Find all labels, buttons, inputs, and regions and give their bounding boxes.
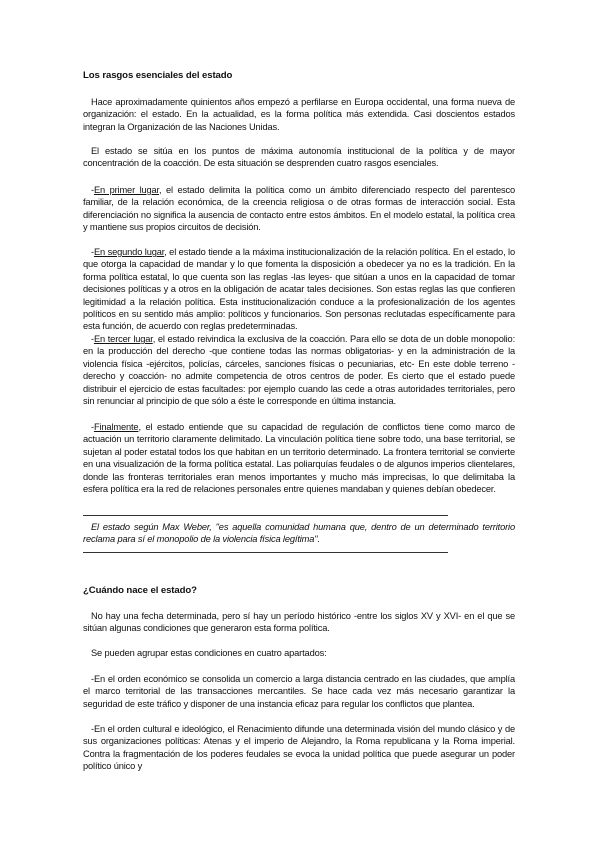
rasgo-3-label: En tercer lugar (93, 334, 153, 344)
section-heading-rasgos: Los rasgos esenciales del estado (83, 70, 233, 81)
paragraph-tercer-rasgo (83, 333, 515, 407)
rasgo-2-text: , el estado tiende a la máxima institucionalización de la relación política. En el estado, lo que otorga la capacidad de mandar y lo que fomenta la disposición a obedecer ya no es la tradición. En la forma política estatal, lo que cuenta son las reglas -las leyes- que sitúan a unos en la capacidad de tomar decisiones políticas y a otros en la obligación de acatar tales decisiones. Son estas reglas las que confieren legitimidad a la relación política. Esta institucionalización conduce a la profesionalización de los agentes políticos en su sentido más amplio: políticos y funcionarios. Son personas reclutadas específicamente para esta función, de acuerdo con reglas predeterminadas. (83, 247, 515, 332)
rasgo-dash: - (91, 247, 94, 257)
paragraph-situacion: El estado se sitúa en los puntos de máxima autonomía institucional de la política y de mayor concentración de la coacción. De esta situación se desprenden cuatro rasgos esenciales. (83, 146, 515, 169)
rasgo-1-text: , el estado delimita la política como un ámbito diferenciado respecto del parentesco familiar, de la relación económica, de la creencia religiosa o de otras formas de interacción social. Esta diferenciación no significa la ausencia de contacto entre estos ámbitos. En el modelo estatal, la política crea y mantiene sus propios circuitos de decisión. (83, 185, 515, 233)
paragraph-orden-cultural: -En el orden cultural e ideológico, el Renacimiento difunde una determinada visión del mundo clásico y de sus organizaciones políticas: Atenas y el imperio de Alejandro, la Roma republicana y la Roma imperial. Contra la fragmentación de los poderes feudales se evoca la unidad política que puede asegurar un poder político único y (83, 724, 515, 772)
weber-quote: El estado según Max Weber, "es aquella comunidad humana que, dentro de un determinado territorio reclama para sí el monopolio de la violencia física legítima". (83, 522, 515, 545)
rasgo-4-text: , el estado entiende que su capacidad de regulación de conflictos tiene como marco de actuación un territorio claramente delimitado. La vinculación política tiene sobre todo, una base territorial, se sujetan al poder estatal todos los que habitan en un territorio determinado. La frontera territorial se convierte en una visualización de la forma política estatal. Las poliarquías feudales o de algunos imperios clientelares, donde las fronteras territoriales eran menos importantes y mucho más imprecisas, lo que delimitaba la esfera política era la red de relaciones personales entre quienes mandaban y quienes debían obedecer. (83, 422, 515, 495)
rasgo-dash: - (91, 185, 94, 195)
quote-bottom-rule (83, 552, 448, 553)
paragraph-intro: Hace aproximadamente quinientos años empezó a perfilarse en Europa occidental, una forma nueva de organización: el estado. En la actualidad, es la forma política más extendida. Casi doscientos estados integran la Organización de las Naciones Unidas. (83, 97, 515, 132)
rasgo-1-label: En primer lugar (93, 185, 159, 195)
paragraph-cuarto-rasgo (83, 421, 515, 495)
paragraph-apartados: Se pueden agrupar estas condiciones en cuatro apartados: (91, 648, 327, 658)
rasgo-dash: - (91, 334, 94, 344)
quote-top-rule (83, 515, 448, 516)
section-heading-cuando: ¿Cuándo nace el estado? (83, 585, 197, 596)
rasgo-3-text: , el estado reivindica la exclusiva de la coacción. Para ello se dota de un doble monopolio: en la producción del derecho -que contiene todas las normas obligatorias- y en la administración de la violencia física -ejércitos, policías, cárceles, sanciones físicas o pecuniarias, etc- En este doble terreno -derecho y coacción- no admite competencia de otros centros de poder. Es cierto que el estado puede distribuir el ejercicio de estas facultades: por ejemplo cuando las cede a otras autoridades territoriales, pero sin renunciar al principio de que sólo a éste le corresponde en última instancia. (83, 334, 515, 407)
rasgo-4-label: Finalmente (93, 422, 139, 432)
paragraph-segundo-rasgo (83, 246, 515, 333)
paragraph-fecha: No hay una fecha determinada, pero sí hay un período histórico -entre los siglos XV y XVI- en el que se sitúan algunas condiciones que generaron esta forma política. (83, 611, 515, 634)
rasgo-dash: - (91, 422, 94, 432)
rasgo-2-label: En segundo lugar (93, 247, 165, 257)
paragraph-primer-rasgo (83, 184, 515, 234)
paragraph-orden-economico: -En el orden económico se consolida un comercio a larga distancia centrado en las ciudades, que amplía el marco territorial de las transacciones mercantiles. Se hace cada vez más necesario garantizar la seguridad de este tráfico y disponer de una instancia eficaz para regular los conflictos que plantea. (83, 674, 515, 709)
